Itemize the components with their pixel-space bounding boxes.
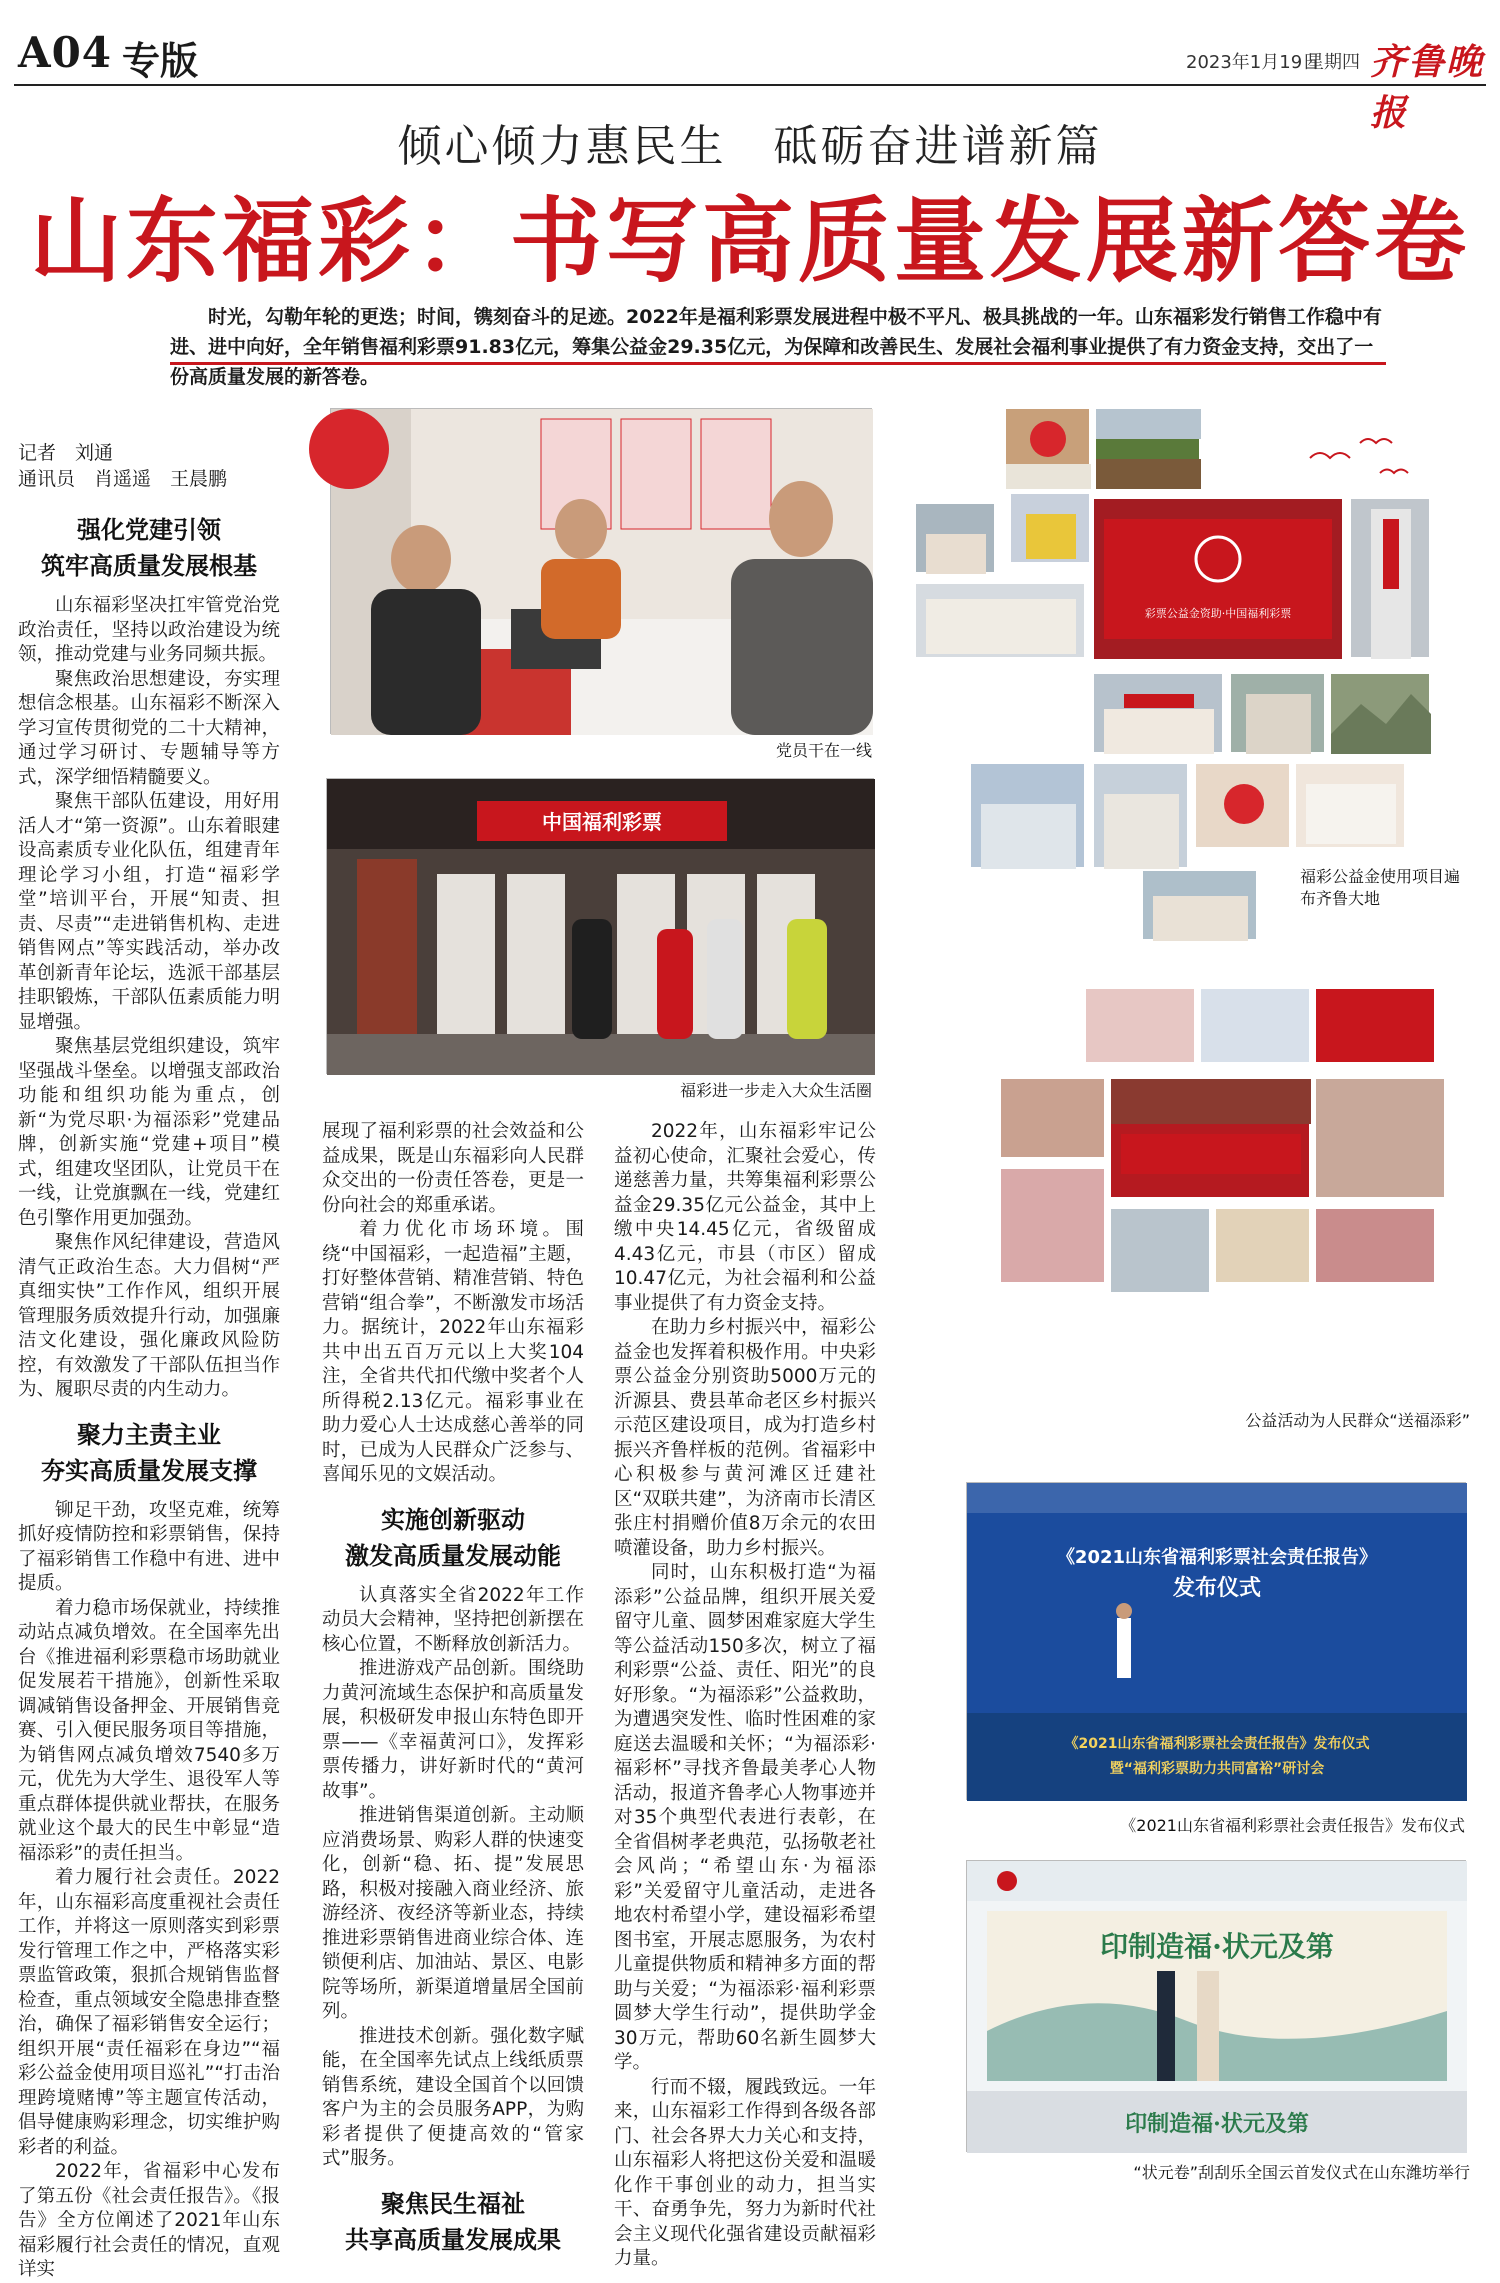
page-number: A04 (18, 28, 113, 77)
birds-decoration (1305, 428, 1425, 488)
caption-staff-at-counter: 党员干在一线 (775, 741, 872, 760)
activity-photo (1200, 988, 1310, 1063)
collage-public-activities (1000, 978, 1460, 1378)
section-name: 专版 (122, 38, 199, 83)
activity-photo (1000, 1078, 1105, 1158)
paragraph: 认真落实全省2022年工作动员大会精神，坚持把创新摆在核心位置，不断释放创新活力。 (322, 1584, 584, 1655)
project-photo (970, 763, 1085, 868)
project-photo (915, 503, 995, 573)
project-photo (1350, 498, 1430, 658)
article-column-1 (18, 440, 280, 2280)
photo-lottery-hall (326, 778, 874, 1074)
report-bottom-line2: 暨“福利彩票助力共同富裕”研讨会 (1109, 1761, 1325, 1777)
lead-rule (170, 362, 1386, 365)
subheading-line: 激发高质量发展动能 (345, 1541, 561, 1570)
paragraph: 聚焦政治思想建设，夯实理想信念根基。山东福彩不断深入学习宣传贯彻党的二十大精神，通过学习研讨、专题辅导等方式，深学细悟精髓要义。 (18, 668, 280, 788)
subheading-line: 聚焦民生福祉 (381, 2189, 525, 2218)
collage-projects (915, 408, 1440, 868)
paragraph: 行而不辍，履践致远。一年来，山东福彩工作得到各级各部门、社会各界大力关心和支持，山东福彩人将把这份关爱和温暖化作干事创业的动力，担当实干、奋勇争先，努力为新时代社会主义现代化强省建设贡献福彩力量。 (614, 2076, 876, 2269)
project-photo (1142, 870, 1257, 940)
activity-photo (1215, 1208, 1310, 1283)
hall-sign-text: 中国福利彩票 (542, 810, 662, 834)
photo-report-release (966, 1482, 1466, 1800)
paragraph: 聚焦干部队伍建设，用好用活人才“第一资源”。山东着眼建设高素质专业化队伍，组建青年理论学习小组，打造“福彩学堂”培训平台，开展“知责、担责、尽责”“走进销售机构、走进销售网点”等实践活动，举办改革创新青年论坛，选派干部基层挂职锻炼，干部队伍素质能力明显增强。 (18, 791, 280, 1033)
paragraph: 聚焦作风纪律建设，营造风清气正政治生态。大力倡树“严真细实快”工作作风，组织开展管理服务质效提升行动，加强廉洁文化建设，强化廉政风险防控，有效激发了干部队伍担当作为、履职尽责的内生动力。 (18, 1232, 280, 1400)
project-photo (915, 583, 1085, 658)
activity-photo (1315, 1078, 1445, 1198)
lead-paragraph: 时光，勾勒年轮的更迭；时间，镌刻奋斗的足迹。2022年是福利彩票发展进程中极不平凡、极具挑战的一年。山东福彩发行销售工作稳中有进、进中向好，全年销售福利彩票91.83亿元，筹集公益金29.35亿元，为保障和改善民生、发展社会福利事业提供了有力资金支持，交出了一份高质量发展的新答卷。 (170, 306, 1382, 388)
activity-photo (1085, 988, 1195, 1063)
project-photo (1095, 408, 1200, 488)
activity-photo (1315, 1208, 1435, 1283)
paragraph: 着力履行社会责任。2022年，山东福彩高度重视社会责任工作，并将这一原则落实到彩票发行管理工作之中，严格落实彩票监管政策，狠抓合规销售监督检查，重点领域安全隐患排查整治，确保了福彩销售安全运行；组织开展“责任福彩在身边”“福彩公益金使用项目巡礼”“打击治理跨境赌博”等主题宣传活动，倡导健康购彩理念，切实维护购彩者的利益。 (18, 1867, 280, 2158)
launch-stage-text: 印制造福·状元及第 (1125, 2111, 1309, 2137)
caption-report-release: 《2021山东省福利彩票社会责任报告》发布仪式 (1120, 1816, 1465, 1835)
paragraph: 推进技术创新。强化数字赋能，在全国率先试点上线纸质票销售系统，建设全国首个以回馈客户为主的会员服务APP，为购彩者提供了便捷高效的“管家式”服务。 (322, 2025, 584, 2169)
publication-weekday: 星期四 (1306, 52, 1360, 73)
caption-lottery-hall: 福彩进一步走入大众生活圈 (679, 1081, 872, 1100)
project-photo (1295, 763, 1405, 848)
paragraph: 山东福彩坚决扛牢管党治党政治责任，坚持以政治建设为统领，推动党建与业务同频共振。 (18, 595, 280, 665)
project-photo (1230, 673, 1325, 753)
plaque-text: 彩票公益金资助·中国福利彩票 (1144, 607, 1292, 620)
photo-staff-at-counter-art (331, 409, 873, 735)
article-column-3 (614, 1120, 876, 2269)
photo-lottery-hall-art (327, 779, 875, 1075)
project-photo (1005, 408, 1090, 488)
project-photo (1195, 763, 1290, 848)
photo-scratchcard-launch (966, 1860, 1466, 2152)
photo-staff-at-counter (330, 408, 872, 734)
photo-scratchcard-launch-art (967, 1861, 1467, 2153)
subheading-line: 共享高质量发展成果 (345, 2225, 561, 2254)
subheading (18, 512, 280, 584)
byline-correspondents: 通讯员 肖遥遥 王晨鹏 (18, 468, 228, 490)
paragraph: 着力优化市场环境。围绕“中国福彩，一起造福”主题，打好整体营销、精准营销、特色营销“组合拳”，不断激发市场活力。据统计，2022年山东福彩共中出五百万元以上大奖104注，全省共代扣代缴中奖者个人所得税2.13亿元。福彩事业在助力爱心人士达成慈心善举的同时，已成为人民群众广泛参与、喜闻乐见的文娱活动。 (322, 1219, 584, 1485)
subheading (322, 2186, 584, 2258)
caption-projects: 福彩公益金使用项目遍布齐鲁大地 (1300, 867, 1461, 908)
project-plaque-photo (1093, 498, 1341, 658)
subheading-line: 强化党建引领 (77, 516, 221, 544)
newspaper-logo: 齐鲁晚报 (1370, 41, 1485, 134)
paragraph: 着力稳市场保就业，持续推动站点减负增效。在全国率先出台《推进福利彩票稳市场助就业促发展若干措施》，创新性采取调减销售设备押金、开展销售竞赛、引入便民服务项目等措施，为销售网点减负增效7540多万元，优先为大学生、退役军人等重点群体提供就业帮扶，在服务就业这个最大的民生中彰显“造福添彩”的责任担当。 (18, 1597, 280, 1864)
byline-reporter: 记者 刘通 (18, 442, 114, 464)
paragraph: 聚焦基层党组织建设，筑牢坚强战斗堡垒。以增强支部政治功能和组织功能为重点，创新“为党尽职·为福添彩”党建品牌，创新实施“党建+项目”模式，组建攻坚团队，让党员干在一线，让党旗飘在一线，党建红色引擎作用更加强劲。 (18, 1036, 280, 1229)
masthead-rule (14, 84, 1486, 86)
project-photo (1010, 493, 1090, 563)
subheading (18, 1417, 280, 1489)
report-bottom-line1: 《2021山东省福利彩票社会责任报告》发布仪式 (1064, 1736, 1370, 1752)
paragraph: 展现了福利彩票的社会效益和公益成果，既是山东福彩向人民群众交出的一份责任答卷，更是一份向社会的郑重承诺。 (322, 1121, 584, 1216)
paragraph: 铆足干劲，攻坚克难，统筹抓好疫情防控和彩票销售，保持了福彩销售工作稳中有进、进中提质。 (18, 1499, 280, 1594)
publication-date: 2023年1月19日 (1186, 52, 1321, 73)
article-column-2 (322, 1120, 584, 2254)
photo-report-release-art (967, 1483, 1467, 1801)
paragraph: 2022年，省福彩中心发布了第五份《社会责任报告》。《报告》全方位阐述了2021年山东福彩履行社会责任的情况，直观详实 (18, 2161, 280, 2280)
paragraph: 推进游戏产品创新。围绕助力黄河流域生态保护和高质量发展，积极研发申报山东特色即开票——《幸福黄河口》，发挥彩票传播力，讲好新时代的“黄河故事”。 (322, 1658, 584, 1802)
project-photo (1330, 673, 1430, 753)
subheading-line: 实施创新驱动 (381, 1505, 525, 1534)
subheading-line: 聚力主责主业 (77, 1420, 221, 1449)
paragraph: 推进销售渠道创新。主动顺应消费场景、购彩人群的快速变化，创新“稳、拓、提”发展思路，积极对接融入商业经济、旅游经济、夜经济等新业态，持续推进彩票销售进商业综合体、连锁便利店、加油站、景区、电影院等场所，新渠道增量居全国前列。 (322, 1805, 584, 2022)
activity-photo (1315, 988, 1435, 1063)
subheading-line: 夯实高质量发展支撑 (41, 1456, 257, 1485)
report-banner-line2: 发布仪式 (1172, 1576, 1262, 1601)
subheading-line: 筑牢高质量发展根基 (41, 552, 257, 580)
project-photo (1093, 673, 1223, 753)
kicker-headline: 倾心倾力惠民生 砥砺奋进谱新篇 (397, 121, 1103, 172)
project-photo (1093, 763, 1188, 868)
report-banner-line1: 《2021山东省福利彩票社会责任报告》 (1056, 1547, 1378, 1568)
paragraph: 同时，山东积极打造“为福添彩”公益品牌，组织开展关爱留守儿童、圆梦困难家庭大学生等公益活动150多次，树立了福利彩票“公益、责任、阳光”的良好形象。“为福添彩”公益救助，为遭遇突发性、临时性困难的家庭送去温暖和关怀；“为福添彩·福彩杯”寻找齐鲁最美孝心人物活动，报道齐鲁孝心人物事迹并对35个典型代表进行表彰，在全省倡树孝老典范，弘扬敬老社会风尚；“希望山东·为福添彩”关爱留守儿童活动，走进各地农村希望小学，建设福彩希望图书室，开展志愿服务，为农村儿童提供物质和精神多方面的帮助与关爱；“为福添彩·福利彩票圆梦大学生行动”，提供助学金30万元，帮助60名新生圆梦大学。 (614, 1562, 876, 2073)
paragraph: 在助力乡村振兴中，福彩公益金也发挥着积极作用。中央彩票公益金分别资助5000万元的沂源县、费县革命老区乡村振兴示范区建设项目，成为打造乡村振兴齐鲁样板的范例。省福彩中心积极参与黄河滩区迁建社区“双联共建”，为济南市长清区张庄村捐赠价值8万余元的农田喷灌设备，助力乡村振兴。 (614, 1317, 876, 1559)
subheading (322, 1502, 584, 1574)
main-headline: 山东福彩：书写高质量发展新答卷 (29, 187, 1470, 295)
caption-public-activities: 公益活动为人民群众“送福添彩” (1245, 1411, 1470, 1430)
activity-photo (1110, 1208, 1210, 1293)
paragraph: 2022年，山东福彩牢记公益初心使命，汇聚社会爱心，传递慈善力量，共筹集福利彩票公益金29.35亿元公益金，其中上缴中央14.45亿元，省级留成4.43亿元，市县（市区）留成10.47亿元，为社会福利和公益事业提供了有力资金支持。 (614, 1121, 876, 1314)
activity-photo (1000, 1168, 1105, 1283)
activity-photo (1110, 1078, 1310, 1198)
caption-scratchcard-launch: “状元卷”刮刮乐全国云首发仪式在山东潍坊举行 (1133, 2163, 1470, 2182)
launch-banner-text: 印制造福·状元及第 (1100, 1930, 1334, 1963)
